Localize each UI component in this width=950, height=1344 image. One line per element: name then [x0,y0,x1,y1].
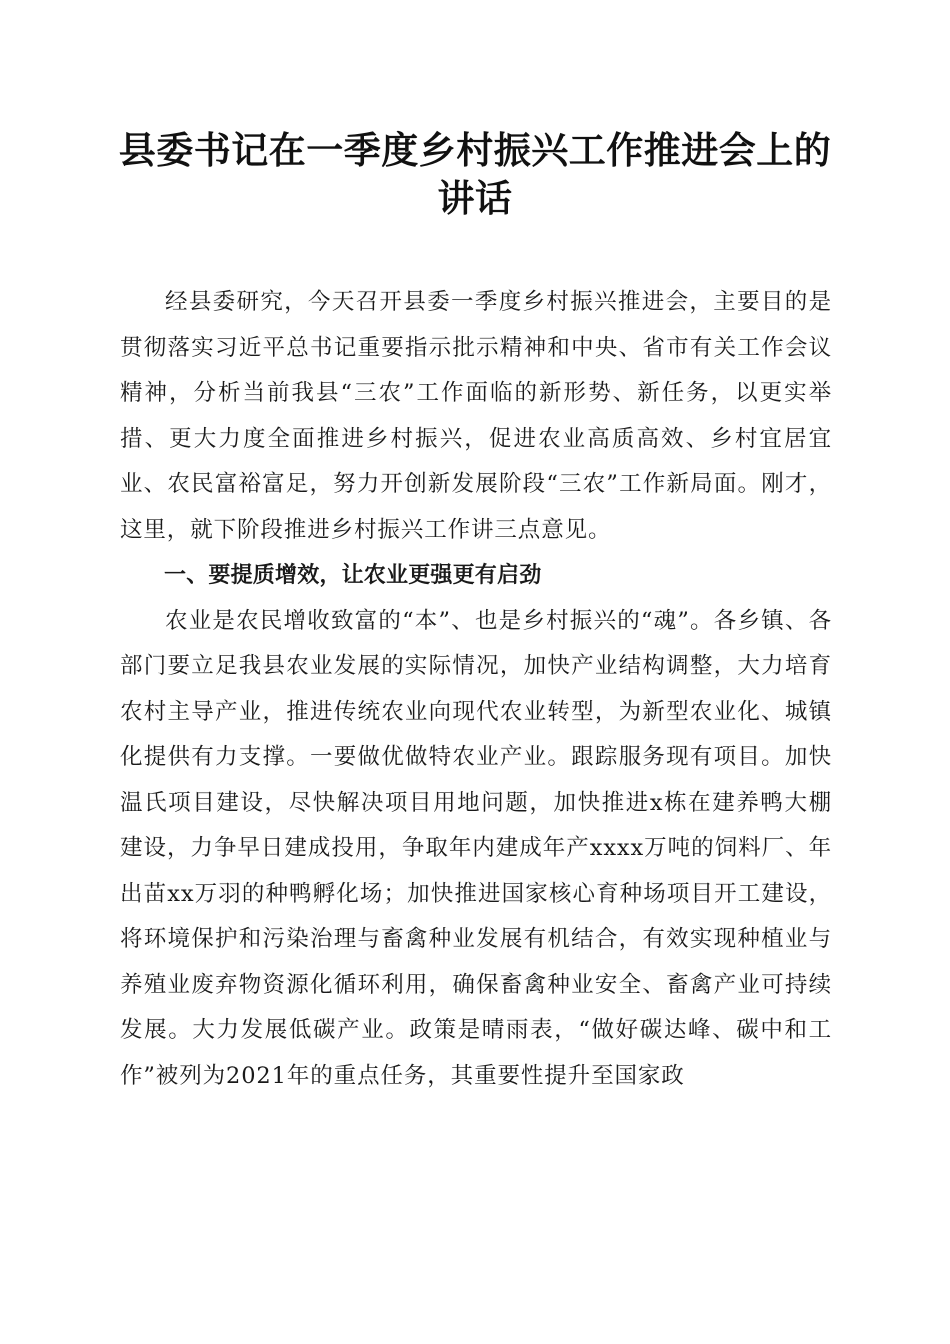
document-body [120,280,832,1099]
section-heading-1: 一、要提质增效，让农业更强更有启劲 [164,563,542,588]
paragraph-intro: 经县委研究，今天召开县委一季度乡村振兴推进会，主要目的是贯彻落实习近平总书记重要指示批示精神和中央、省市有关工作会议精神，分析当前我县“三农”工作面临的新形势、新任务，以更实举措、更大力度全面推进乡村振兴，促进农业高质高效、乡村宜居宜业、农民富裕富足，努力开创新发展阶段“三农”工作新局面。刚才，这里，就下阶段推进乡村振兴工作讲三点意见。 [120,289,832,543]
paragraph-agriculture: 农业是农民增收致富的“本”、也是乡村振兴的“魂”。各乡镇、各部门要立足我县农业发展的实际情况，加快产业结构调整，大力培育农村主导产业，推进传统农业向现代农业转型，为新型农业化、城镇化提供有力支撑。一要做优做特农业产业。跟踪服务现有项目。加快温氏项目建设，尽快解决项目用地问题，加快推进x栋在建养鸭大棚建设，力争早日建成投用，争取年内建成年产xxxx万吨的饲料厂、年出苗xx万羽的种鸭孵化场；加快推进国家核心育种场项目开工建设，将环境保护和污染治理与畜禽种业发展有机结合，有效实现种植业与养殖业废弃物资源化循环利用，确保畜禽种业安全、畜禽产业可持续发展。大力发展低碳产业。政策是晴雨表，“做好碳达峰、碳中和工作”被列为2021年的重点任务，其重要性提升至国家政 [120,607,832,1089]
document-title: 县委书记在一季度乡村振兴工作推进会上的讲话 [118,128,832,220]
